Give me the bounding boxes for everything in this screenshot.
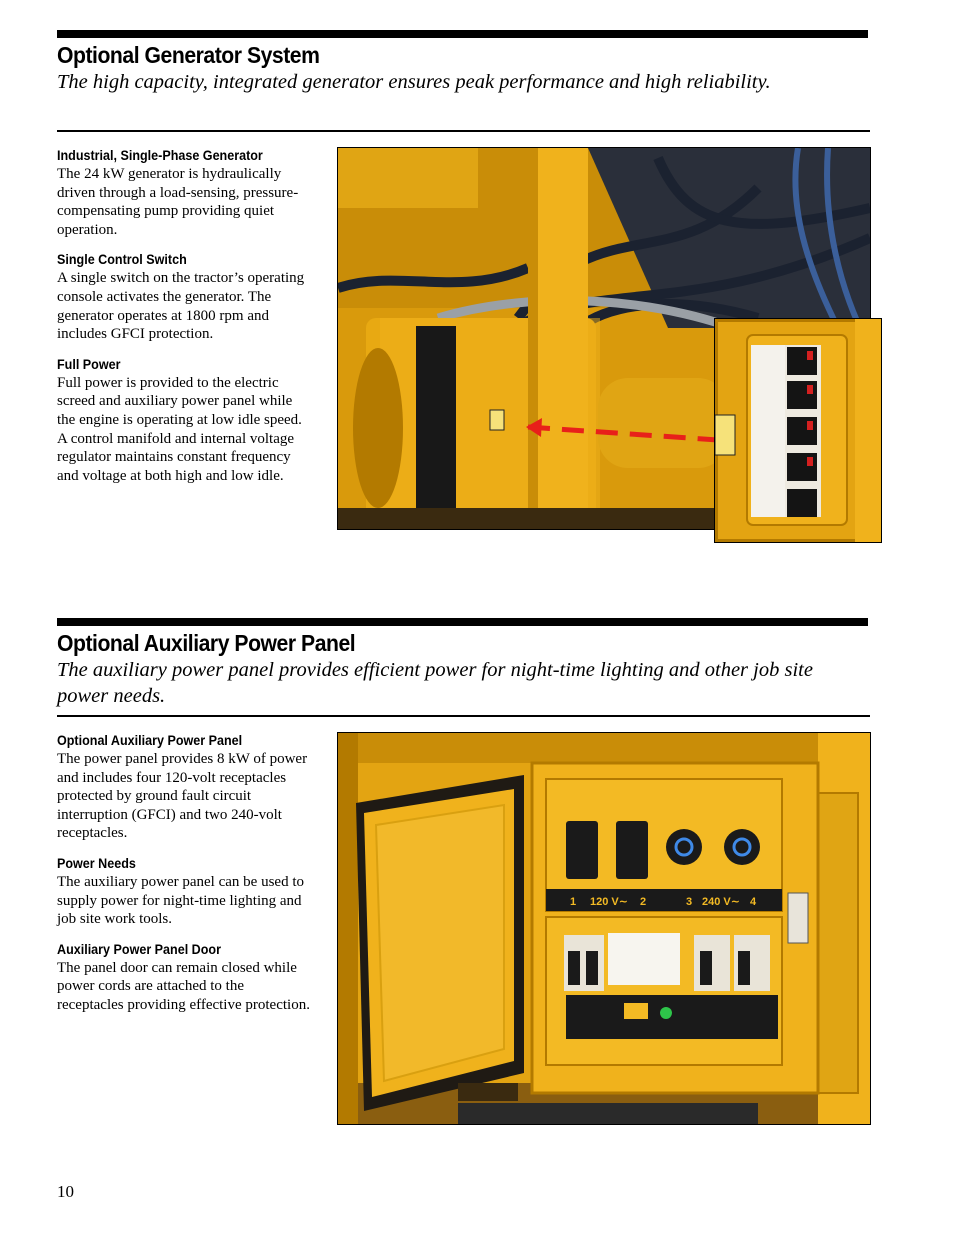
- receptacle-label-1: 1: [570, 896, 577, 908]
- section-top-bar: [57, 30, 868, 38]
- receptacle-voltage-240: 240 V∼: [702, 896, 740, 908]
- section-title: Optional Auxiliary Power Panel: [57, 630, 356, 656]
- feature-block: [57, 854, 313, 929]
- feature-text: The panel door can remain closed while power cords are attached to the receptacles providing effective protection.: [57, 959, 310, 1013]
- section-subtitle: The high capacity, integrated generator ensures peak performance and high reliability.: [57, 71, 771, 93]
- feature-block: [57, 146, 313, 239]
- feature-text: The 24 kW generator is hydraulically driven through a load-sensing, pressure-compensating pump providing quiet operation.: [57, 166, 299, 238]
- page-number: 10: [57, 1182, 74, 1201]
- feature-block: [57, 355, 313, 486]
- feature-block: [57, 940, 313, 1015]
- receptacle-label-2: 2: [640, 896, 647, 908]
- section-title: Optional Generator System: [57, 42, 320, 68]
- feature-text: The auxiliary power panel can be used to supply power for night-time lighting and job site work tools.: [57, 873, 304, 928]
- feature-heading: Power Needs: [57, 855, 136, 871]
- receptacle-label-4: 4: [750, 896, 757, 908]
- section-rule: [57, 715, 870, 717]
- text-column: [57, 731, 313, 1026]
- feature-heading: Industrial, Single-Phase Generator: [57, 148, 263, 163]
- breaker-inset-photo: [714, 318, 882, 543]
- feature-text: The power panel provides 8 kW of power and includes four 120-volt receptacles protected by ground fault circuit interruption (GFCI) and two 240-volt receptacles.: [57, 751, 308, 842]
- section-rule: [57, 130, 870, 132]
- feature-heading: Single Control Switch: [57, 252, 187, 268]
- feature-heading: Auxiliary Power Panel Door: [57, 941, 221, 957]
- receptacle-label-3: 3: [686, 896, 693, 908]
- section-subtitle: The auxiliary power panel provides efficient power for night-time lighting and other job site power needs.: [57, 659, 813, 707]
- feature-heading: Optional Auxiliary Power Panel: [57, 733, 243, 748]
- receptacle-voltage-120: 120 V∼: [590, 896, 628, 908]
- section-top-bar: [57, 618, 868, 626]
- text-column: [57, 146, 313, 496]
- feature-text: A single switch on the tractor’s operating console activates the generator. The generator operates at 1800 rpm and includes GFCI protection.: [57, 270, 305, 343]
- power-panel-photo: [337, 732, 871, 1125]
- feature-block: [57, 731, 313, 843]
- feature-block: [57, 250, 313, 343]
- feature-heading: Full Power: [57, 356, 121, 372]
- feature-text: Full power is provided to the electric screed and auxiliary power panel while the engine is operating at low idle speed. A control manifold and internal voltage regulator maintains constant frequency and voltage at both high and low idle.: [57, 374, 302, 484]
